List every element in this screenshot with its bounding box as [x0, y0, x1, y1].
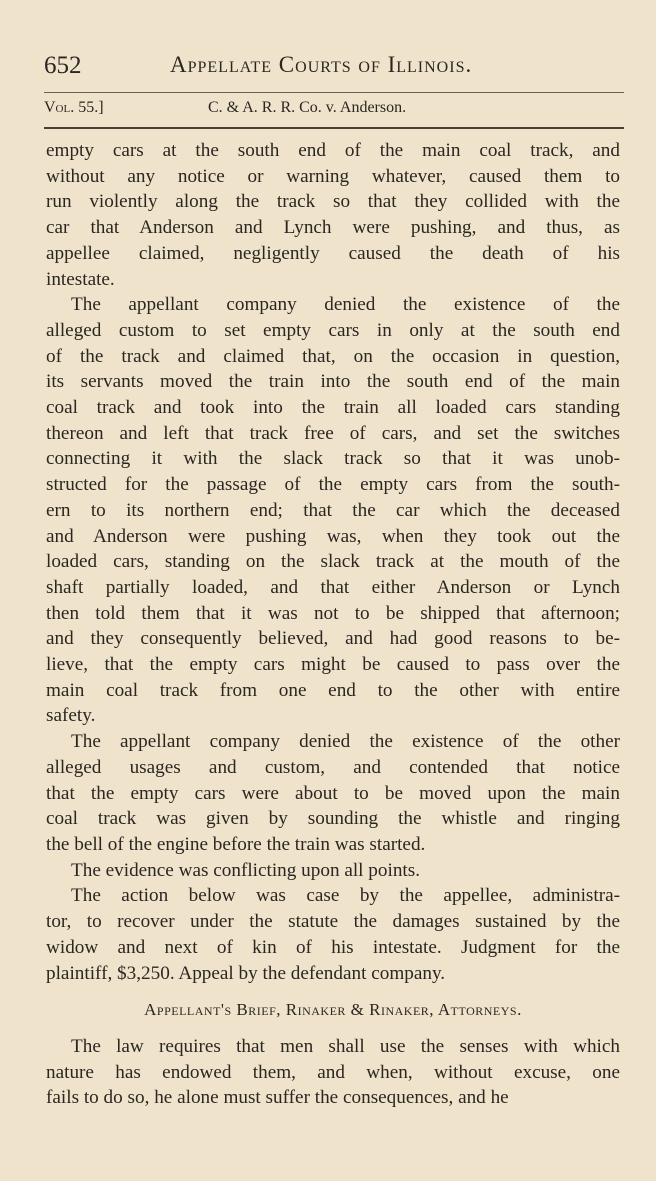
paragraph: [46, 138, 620, 292]
text-line: the bell of the engine before the train was started.: [46, 833, 426, 855]
text-line: and Anderson were pushing was, when they took out the: [46, 525, 620, 547]
spacer: [46, 1023, 620, 1034]
text-line: The law requires that men shall use the senses with which: [71, 1035, 620, 1057]
header-rule: [44, 92, 624, 93]
text-line: appellee claimed, negligently caused the death of his: [46, 242, 620, 264]
text-line: run violently along the track so that they collided with the: [46, 191, 620, 213]
text-line: without any notice or warning whatever, caused them to: [46, 165, 620, 187]
text-line: its servants moved the train into the south end of the main: [46, 371, 620, 393]
text-line: coal track and took into the train all loaded cars standing: [46, 397, 620, 419]
text-line: fails to do so, he alone must suffer the consequences, and he: [46, 1087, 509, 1109]
paragraph: [46, 883, 620, 986]
text-line: and they consequently believed, and had good reasons to be-: [46, 628, 620, 650]
paragraph: [46, 858, 620, 884]
text-line: connecting it with the slack track so that it was unob-: [46, 448, 620, 470]
text-line: coal track was given by sounding the whistle and ringing: [46, 808, 620, 830]
brief-paragraph: [46, 1034, 620, 1111]
spacer: [46, 986, 620, 997]
text-line: of the track and claimed that, on the occasion in question,: [46, 345, 620, 367]
text-line: structed for the passage of the empty cars from the south-: [46, 474, 620, 496]
text-line: The appellant company denied the existence of the: [71, 294, 620, 316]
text-line: ern to its northern end; that the car which the deceased: [46, 499, 620, 521]
paragraph: [46, 729, 620, 858]
header-double-rule: [44, 127, 624, 129]
text-line: thereon and left that track free of cars, and set the switches: [46, 422, 620, 444]
page-header: [44, 52, 620, 82]
text-line: nature has endowed them, and when, without excuse, one: [46, 1061, 620, 1083]
case-title: C. & A. R. R. Co. v. Anderson.: [208, 99, 407, 116]
body-text: [46, 138, 620, 1111]
paragraph: [46, 292, 620, 729]
brief-heading: Appellant's Brief, Rinaker & Rinaker, Attorneys.: [144, 1000, 522, 1020]
text-line: lieve, that the empty cars might be caused to pass over the: [46, 654, 620, 676]
volume-label: Vol. 55.]: [44, 99, 104, 116]
text-line: tor, to recover under the statute the damages sustained by the: [46, 911, 620, 933]
page-number: 652: [44, 52, 82, 79]
text-line: The evidence was conflicting upon all points.: [71, 859, 421, 881]
text-line: loaded cars, standing on the slack track at the mouth of the: [46, 551, 620, 573]
text-line: car that Anderson and Lynch were pushing, and thus, as: [46, 217, 620, 239]
text-line: that the empty cars were about to be moved upon the main: [46, 782, 620, 804]
text-line: alleged usages and custom, and contended that notice: [46, 756, 620, 778]
running-title: Appellate Courts of Illinois.: [170, 52, 473, 77]
text-line: alleged custom to set empty cars in only at the south end: [46, 319, 620, 341]
text-line: main coal track from one end to the other with entire: [46, 679, 620, 701]
text-line: empty cars at the south end of the main coal track, and: [46, 140, 620, 161]
text-line: The action below was case by the appellee, administra-: [71, 885, 620, 907]
text-line: then told them that it was not to be shipped that afternoon;: [46, 602, 620, 624]
text-line: widow and next of kin of his intestate. Judgment for the: [46, 936, 620, 958]
case-header: [44, 99, 620, 121]
text-line: plaintiff, $3,250. Appeal by the defendant company.: [46, 962, 446, 984]
text-line: safety.: [46, 705, 96, 727]
text-line: The appellant company denied the existence of the other: [71, 731, 620, 753]
text-line: shaft partially loaded, and that either Anderson or Lynch: [46, 576, 620, 598]
text-line: intestate.: [46, 268, 115, 290]
